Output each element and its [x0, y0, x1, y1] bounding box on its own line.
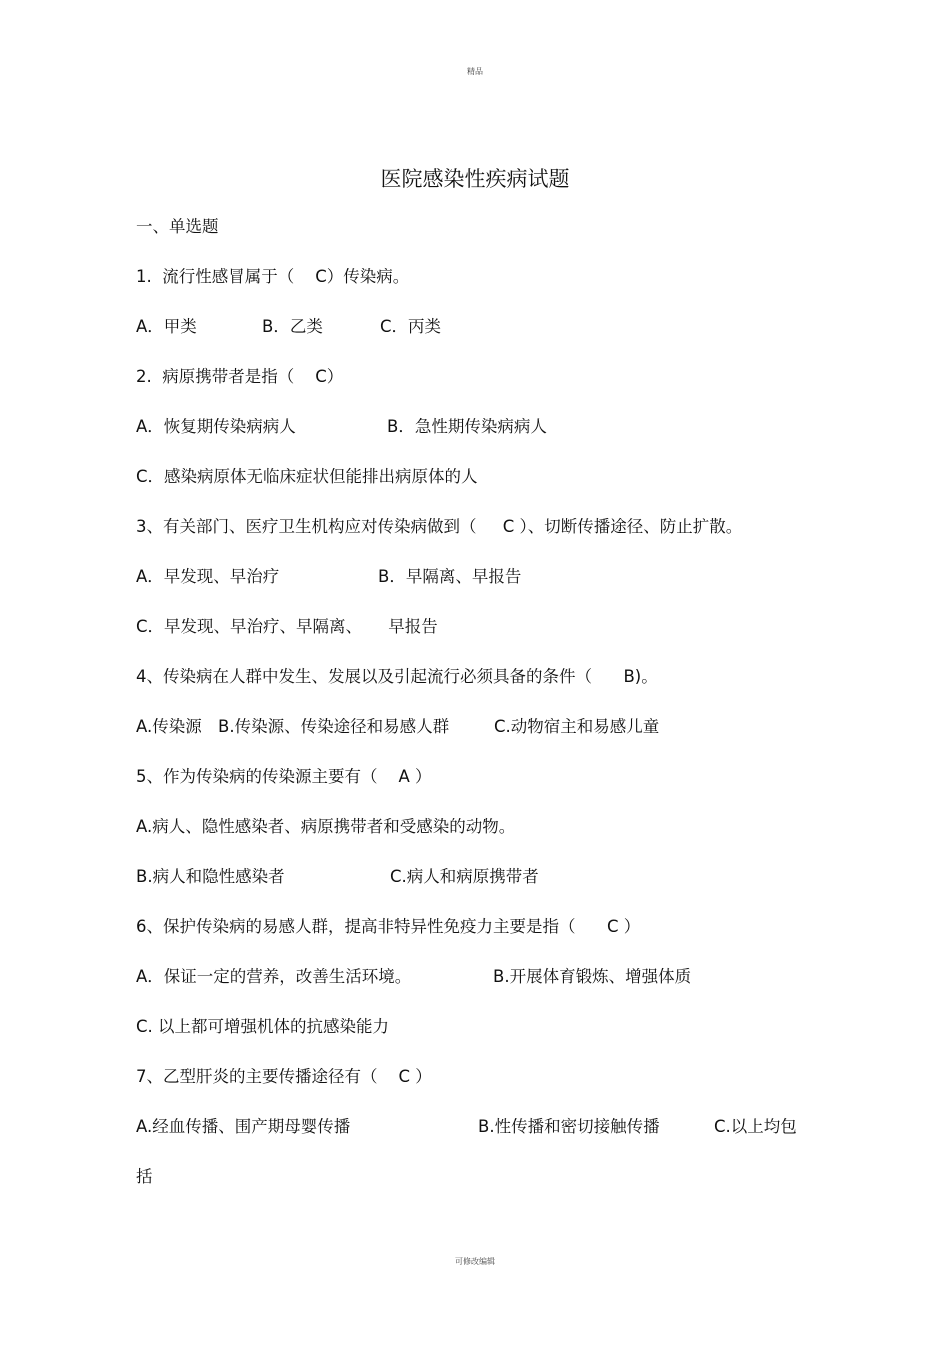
option-a: A．甲类: [136, 317, 197, 336]
option-c: C.病人和病原携带者: [390, 867, 539, 886]
option-c: C.动物宿主和易感儿童: [494, 717, 660, 736]
option-b: B．早隔离、早报告: [378, 567, 522, 586]
question-6-options: [136, 966, 736, 988]
option-c: C.以上均包: [714, 1117, 797, 1136]
question-5-options: [136, 866, 586, 888]
option-a: A.病人、隐性感染者、病原携带者和受感染的动物。: [136, 817, 516, 836]
question-1-options: [136, 316, 536, 338]
question-7-options: [136, 1116, 816, 1138]
page-footer: 可修改编辑: [455, 1257, 495, 1266]
option-c-continued: 括: [136, 1167, 153, 1186]
option-b: B．乙类: [262, 317, 323, 336]
option-b: B.传染源、传染途径和易感人群: [218, 717, 450, 736]
option-a: A.经血传播、围产期母婴传播: [136, 1117, 351, 1136]
option-a: A．早发现、早治疗: [136, 567, 280, 586]
question-6-stem: 6、保护传染病的易感人群，提高非特异性免疫力主要是指（ C ）: [136, 917, 641, 936]
option-c: C．早发现、早治疗、早隔离、 早报告: [136, 617, 438, 636]
option-b: B.性传播和密切接触传播: [478, 1117, 660, 1136]
question-4-options: [136, 716, 696, 738]
option-b: B.病人和隐性感染者: [136, 867, 285, 886]
question-2-stem: 2. 病原携带者是指（ C）: [136, 367, 344, 386]
option-a: A．保证一定的营养，改善生活环境。: [136, 967, 412, 986]
question-5-stem: 5、作为传染病的传染源主要有（ A ）: [136, 767, 432, 786]
section-heading: 一、单选题: [136, 217, 219, 236]
option-c: C．感染病原体无临床症状但能排出病原体的人: [136, 467, 478, 486]
option-b: B.开展体育锻炼、增强体质: [493, 967, 692, 986]
option-b: B．急性期传染病病人: [387, 417, 547, 436]
page-title: 医院感染性疾病试题: [380, 167, 570, 191]
question-4-stem: 4、传染病在人群中发生、发展以及引起流行必须具备的条件（ B)。: [136, 667, 658, 686]
question-3-options: [136, 566, 586, 588]
option-a: A．恢复期传染病病人: [136, 417, 296, 436]
page-header: 精品: [467, 67, 483, 76]
question-7-stem: 7、乙型肝炎的主要传播途径有（ C ）: [136, 1067, 432, 1086]
option-c: C．丙类: [380, 317, 442, 336]
question-2-options: [136, 416, 636, 438]
option-a: A.传染源: [136, 717, 202, 736]
question-3-stem: 3、有关部门、医疗卫生机构应对传染病做到（ C ）、切断传播途径、防止扩散。: [136, 517, 743, 536]
option-c: C. 以上都可增强机体的抗感染能力: [136, 1017, 390, 1036]
question-1-stem: 1. 流行性感冒属于（ C）传染病。: [136, 267, 410, 286]
